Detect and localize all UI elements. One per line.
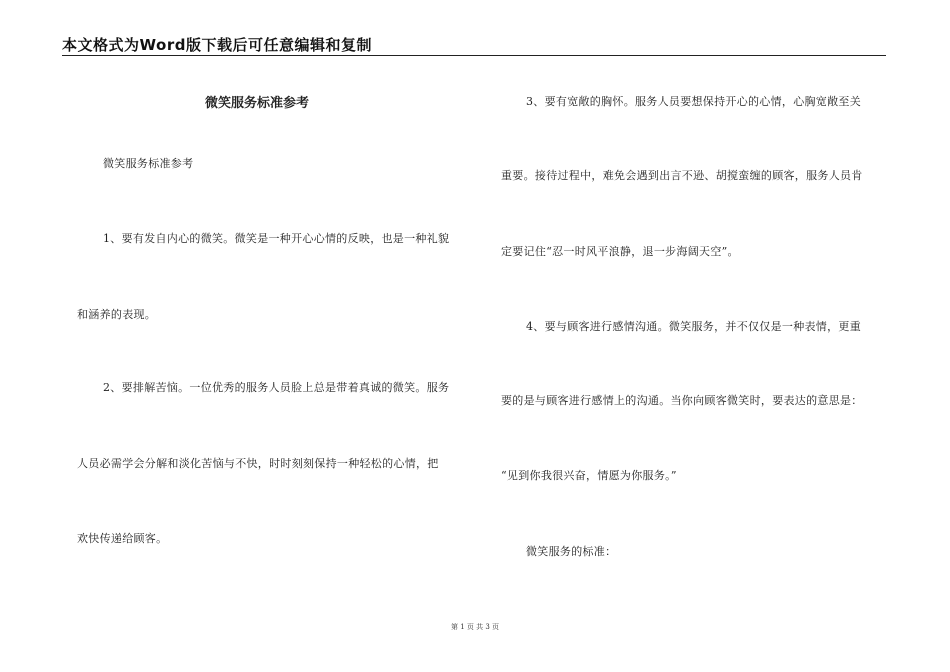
paragraph-line: 1、要有发自内心的微笑。微笑是一种开心心情的反映，也是一种礼貌 bbox=[103, 232, 450, 245]
paragraph-line: 2、要排解苦恼。一位优秀的服务人员脸上总是带着真诚的微笑。服务 bbox=[103, 381, 450, 394]
paragraph-line: 要的是与顾客进行感情上的沟通。当你向顾客微笑时，要表达的意思是： bbox=[501, 394, 863, 407]
paragraph-line: 人员必需学会分解和淡化苦恼与不快，时时刻刻保持一种轻松的心情，把 bbox=[77, 457, 439, 470]
banner-divider bbox=[62, 55, 886, 56]
paragraph-line: 3、要有宽敞的胸怀。服务人员要想保持开心的心情，心胸宽敞至关 bbox=[526, 95, 861, 108]
document-title: 微笑服务标准参考 bbox=[205, 96, 310, 111]
paragraph-line: 重要。接待过程中，难免会遇到出言不逊、胡搅蛮缠的顾客，服务人员肯 bbox=[501, 169, 863, 182]
paragraph-line: 和涵养的表现。 bbox=[77, 308, 157, 321]
page-number: 第 1 页 共 3 页 bbox=[450, 623, 500, 631]
paragraph-line: 欢快传递给顾客。 bbox=[77, 532, 168, 545]
paragraph-line: “见到你我很兴奋，情愿为你服务。” bbox=[501, 469, 677, 482]
paragraph-line: 定要记住“忍一时风平浪静，退一步海阔天空”。 bbox=[501, 245, 739, 258]
paragraph-line: 微笑服务的标准： bbox=[526, 545, 617, 558]
paragraph-line: 微笑服务标准参考 bbox=[103, 157, 194, 170]
download-banner: 本文格式为Word版下载后可任意编辑和复制 bbox=[62, 36, 372, 54]
paragraph-line: 4、要与顾客进行感情沟通。微笑服务，并不仅仅是一种表情，更重 bbox=[526, 320, 861, 333]
